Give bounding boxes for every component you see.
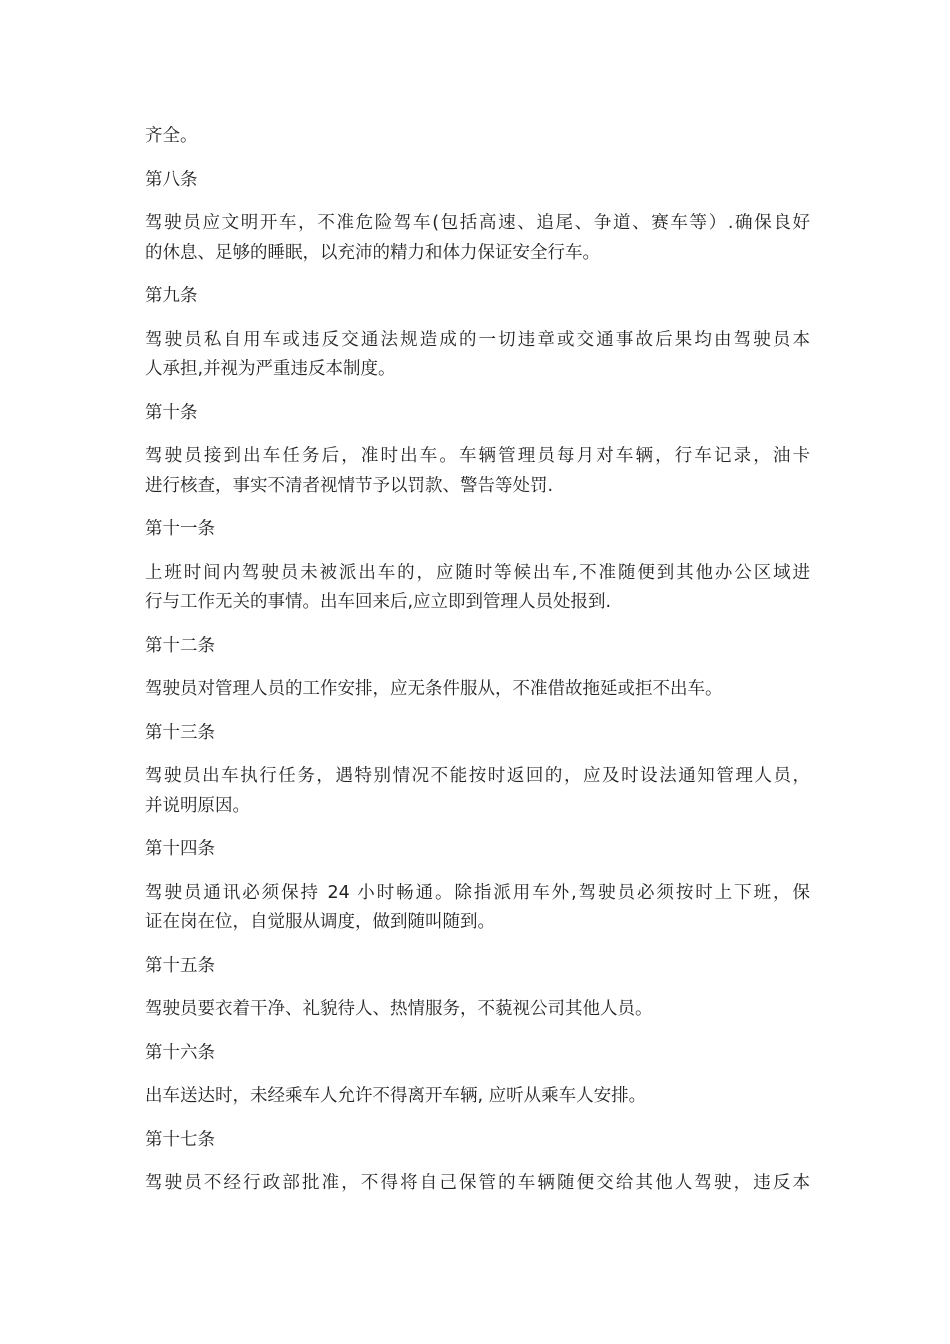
paragraph-line: 行与工作无关的事情。出车回来后,应立即到管理人员处报到. [145,592,612,612]
article-heading-11: 第十一条 [145,519,215,539]
paragraph-line: 上班时间内驾驶员未被派出车的，应随时等候出车,不准随便到其他办公区域进 [145,563,810,583]
paragraph-line: 齐全。 [145,126,198,146]
paragraph-line: 人承担,并视为严重违反本制度。 [145,359,396,379]
paragraph-line: 驾驶员私自用车或违反交通法规造成的一切违章或交通事故后果均由驾驶员本 [145,330,810,350]
paragraph-line: 驾驶员通讯必须保持 24 小时畅通。除指派用车外,驾驶员必须按时上下班，保 [145,883,810,903]
paragraph-line: 证在岗在位，自觉服从调度，做到随叫随到。 [145,912,495,932]
article-heading-8: 第八条 [145,170,198,190]
paragraph-line: 并说明原因。 [145,796,250,816]
article-heading-10: 第十条 [145,403,198,423]
paragraph-line: 驾驶员对管理人员的工作安排，应无条件服从，不准借故拖延或拒不出车。 [145,679,723,699]
paragraph-line: 驾驶员不经行政部批准，不得将自己保管的车辆随便交给其他人驾驶，违反本 [145,1173,810,1193]
article-heading-9: 第九条 [145,286,198,306]
paragraph-line: 的休息、足够的睡眠，以充沛的精力和体力保证安全行车。 [145,243,600,263]
article-heading-12: 第十二条 [145,636,215,656]
paragraph-line: 驾驶员接到出车任务后，准时出车。车辆管理员每月对车辆，行车记录，油卡 [145,446,810,466]
paragraph-line: 进行核查，事实不清者视情节予以罚款、警告等处罚. [145,476,554,496]
paragraph-line: 出车送达时，未经乘车人允许不得离开车辆, 应听从乘车人安排。 [145,1086,647,1106]
paragraph-line: 驾驶员要衣着干净、礼貌待人、热情服务，不藐视公司其他人员。 [145,999,653,1019]
article-heading-14: 第十四条 [145,839,215,859]
article-heading-15: 第十五条 [145,956,215,976]
article-heading-16: 第十六条 [145,1043,215,1063]
paragraph-line: 驾驶员出车执行任务，遇特别情况不能按时返回的，应及时设法通知管理人员， [145,766,810,786]
article-heading-17: 第十七条 [145,1130,215,1150]
article-heading-13: 第十三条 [145,723,215,743]
paragraph-line: 驾驶员应文明开车，不准危险驾车(包括高速、追尾、争道、赛车等）.确保良好 [145,213,810,233]
